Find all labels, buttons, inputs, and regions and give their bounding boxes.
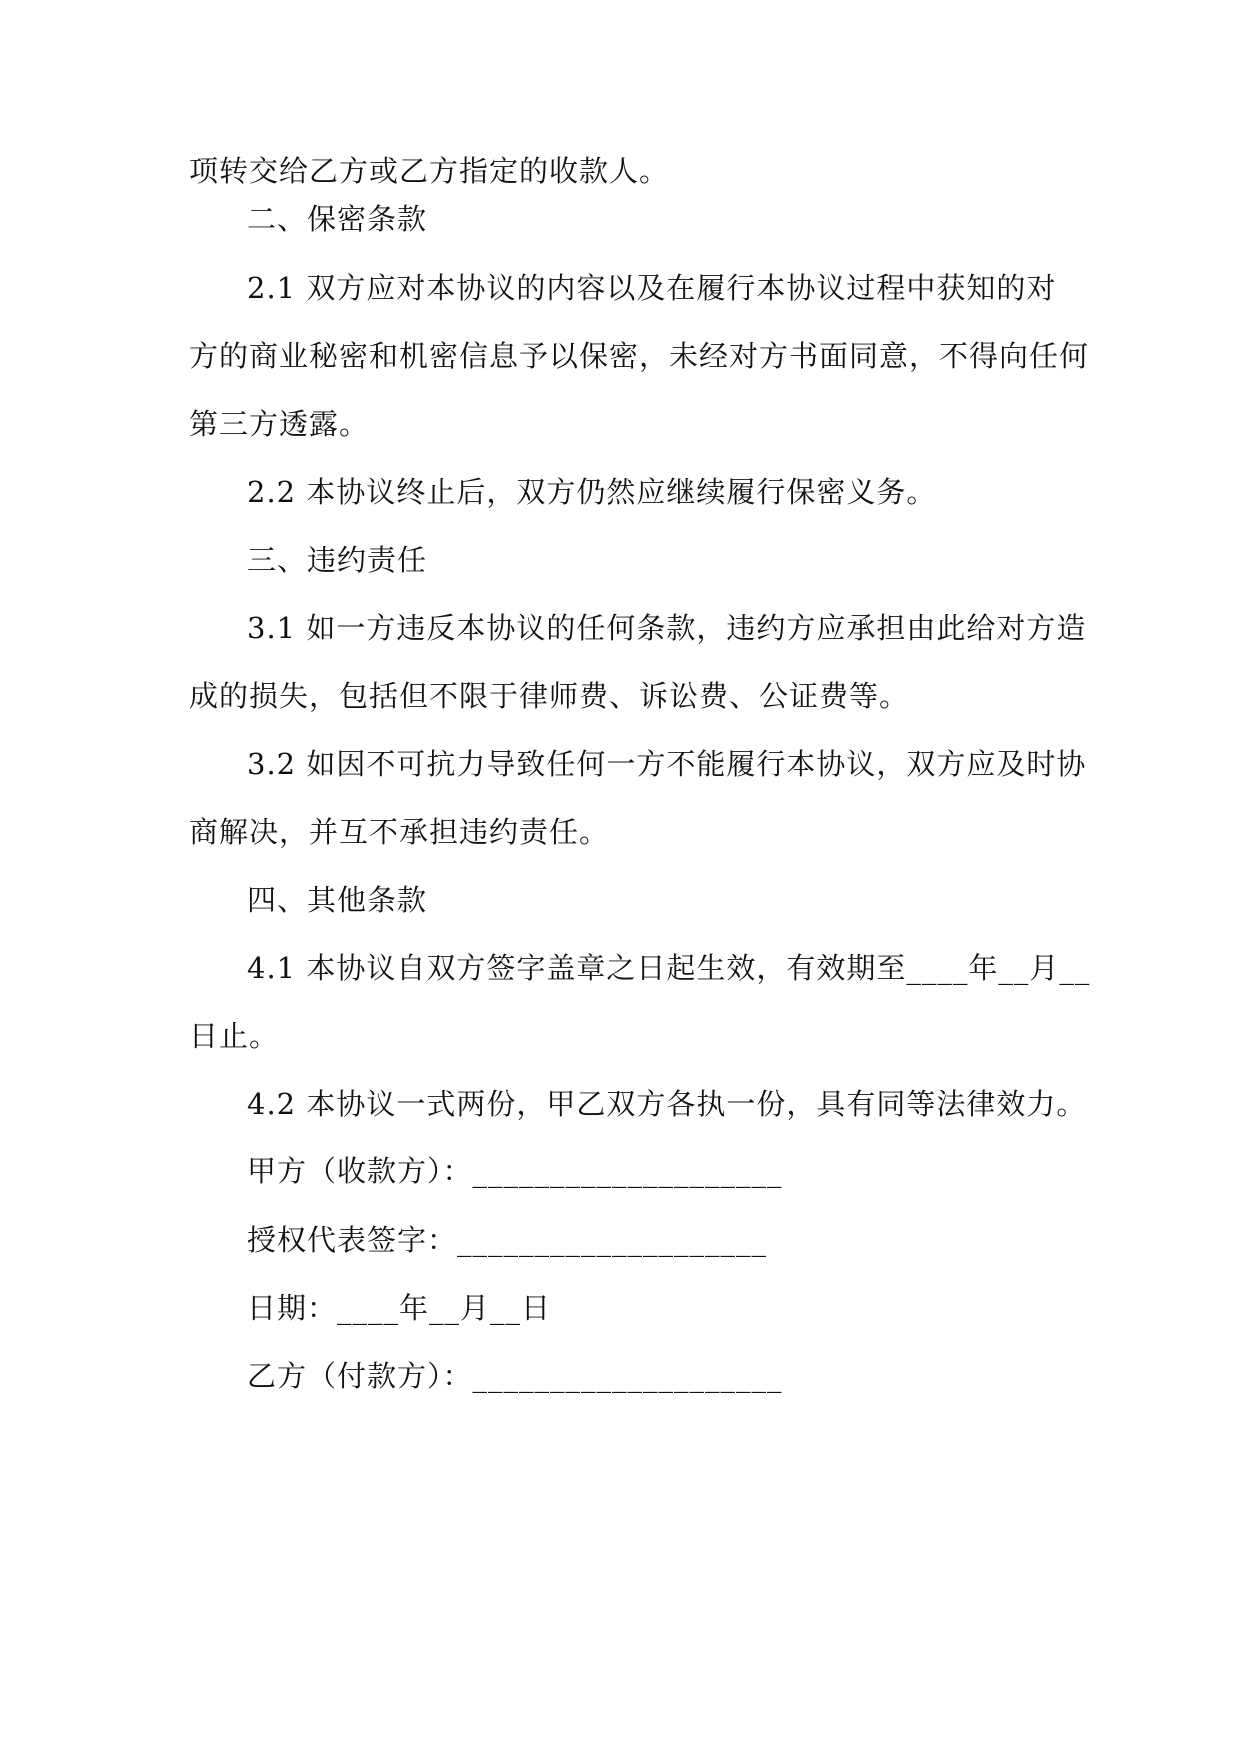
text-line-continuation: 项转交给乙方或乙方指定的收款人。 xyxy=(189,154,670,188)
clause-4-1-line-1: 4.1 本协议自双方签字盖章之日起生效，有效期至____年__月__ xyxy=(247,951,1091,985)
section-heading-liability: 三、违约责任 xyxy=(247,543,428,577)
clause-4-2: 4.2 本协议一式两份，甲乙双方各执一份，具有同等法律效力。 xyxy=(247,1087,1087,1121)
clause-2-1-line-3: 第三方透露。 xyxy=(189,407,370,441)
signature-date: 日期：____年__月__日 xyxy=(247,1291,552,1325)
signature-authorized-rep: 授权代表签字：____________________ xyxy=(247,1223,768,1257)
section-heading-other: 四、其他条款 xyxy=(247,883,428,917)
clause-3-1-line-1: 3.1 如一方违反本协议的任何条款，违约方应承担由此给对方造 xyxy=(247,611,1087,645)
clause-2-1-line-2: 方的商业秘密和机密信息予以保密，未经对方书面同意，不得向任何 xyxy=(189,339,1090,373)
signature-party-a: 甲方（收款方）：____________________ xyxy=(247,1154,783,1188)
signature-party-b: 乙方（付款方）：____________________ xyxy=(247,1359,783,1393)
clause-2-2: 2.2 本协议终止后，双方仍然应继续履行保密义务。 xyxy=(247,475,937,509)
clause-2-1-line-1: 2.1 双方应对本协议的内容以及在履行本协议过程中获知的对 xyxy=(247,271,1057,305)
clause-4-1-line-2: 日止。 xyxy=(189,1019,280,1053)
section-heading-confidentiality: 二、保密条款 xyxy=(247,202,428,236)
clause-3-2-line-2: 商解决，并互不承担违约责任。 xyxy=(189,815,610,849)
clause-3-2-line-1: 3.2 如因不可抗力导致任何一方不能履行本协议，双方应及时协 xyxy=(247,747,1087,781)
clause-3-1-line-2: 成的损失，包括但不限于律师费、诉讼费、公证费等。 xyxy=(189,679,910,713)
